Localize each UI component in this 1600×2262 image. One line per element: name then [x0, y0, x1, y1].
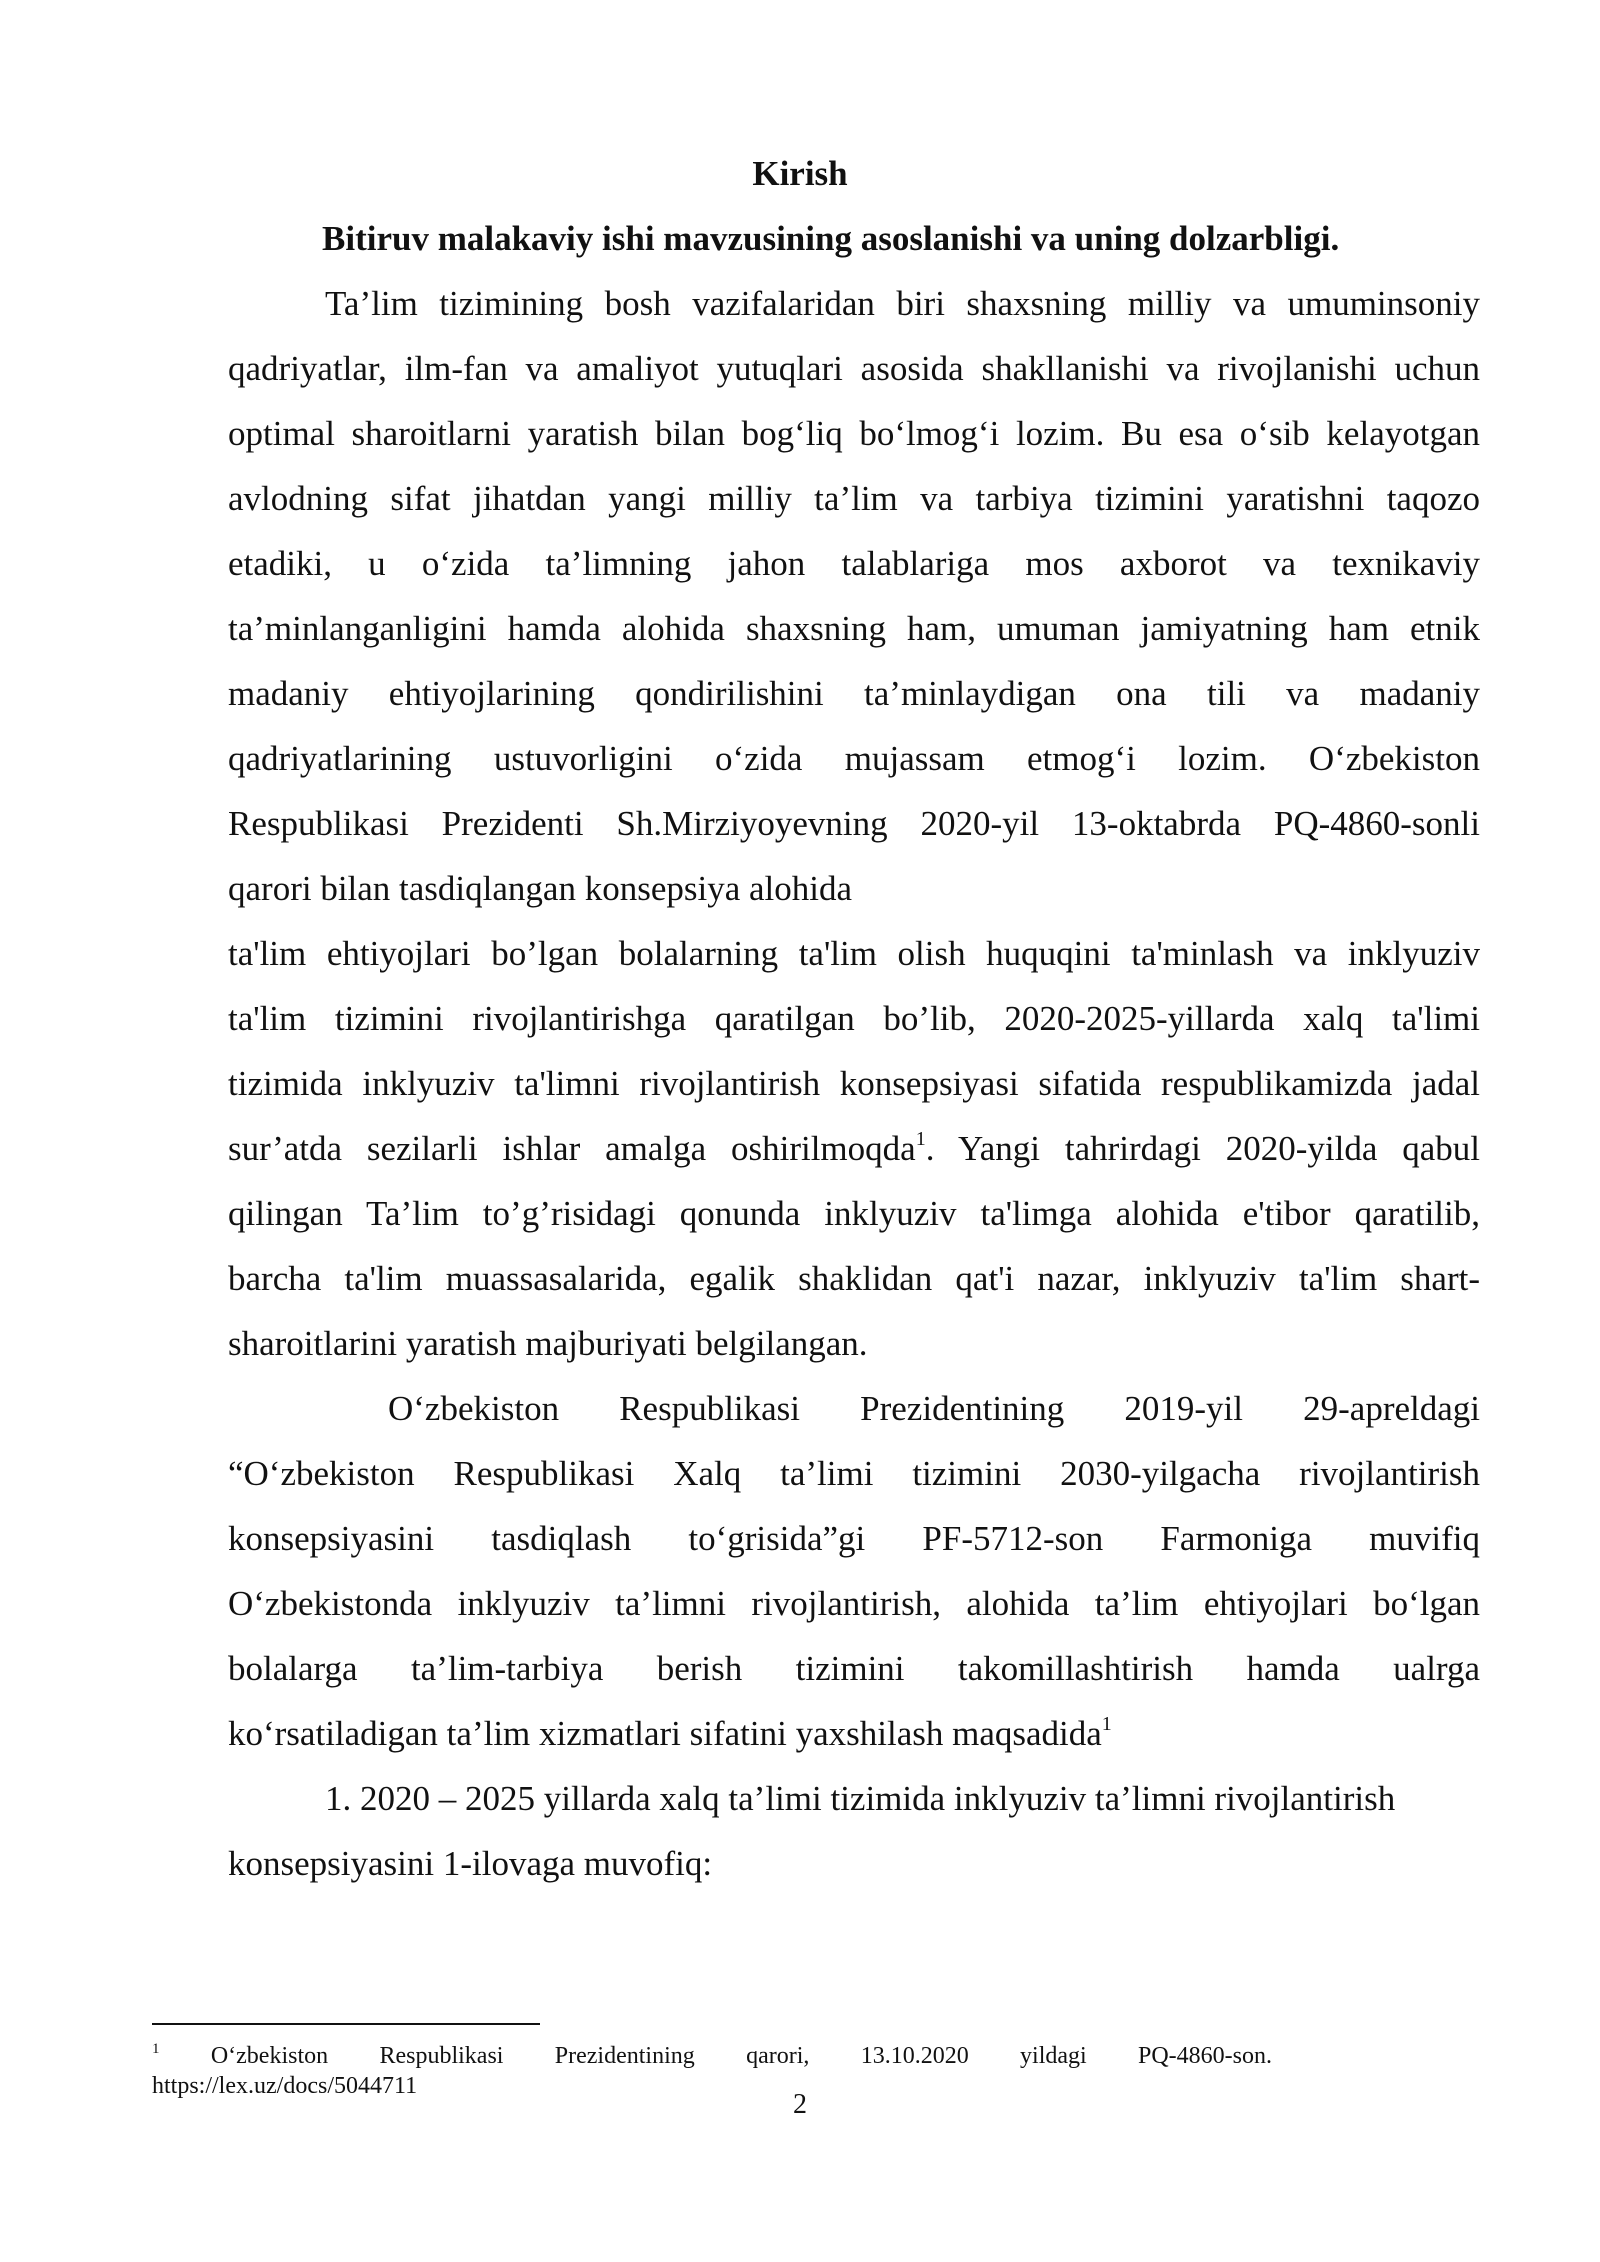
- paragraph-line: qadriyatlarining ustuvorligini o‘zida mujassam etmog‘i lozim. O‘zbekiston: [228, 739, 1480, 778]
- footnote-line: O‘zbekiston Respublikasi Prezidentining qarori, 13.10.2020 yildagi PQ-4860-son.: [210, 2043, 1273, 2069]
- paragraph-line: qilingan Ta’lim to’g’risidagi qonunda inklyuziv ta'limga alohida e'tibor qaratilib,: [228, 1194, 1480, 1233]
- paragraph-line: barcha ta'lim muassasalarida, egalik shaklidan qat'i nazar, inklyuziv ta'lim shart-: [228, 1259, 1480, 1298]
- paragraph-line-text: ko‘rsatiladigan ta’lim xizmatlari sifatini yaxshilash maqsadida: [228, 1714, 1102, 1753]
- paragraph-line: [228, 1712, 1480, 1756]
- footnote-separator: [152, 2023, 540, 2025]
- footnote-url[interactable]: https://lex.uz/docs/5044711: [152, 2073, 418, 2099]
- paragraph-line: qarori bilan tasdiqlangan konsepsiya alohida: [228, 869, 853, 908]
- paragraph-line: optimal sharoitlarni yaratish bilan bog‘liq bo‘lmog‘i lozim. Bu esa o‘sib kelayotgan: [228, 414, 1480, 453]
- paragraph-line: konsepsiyasini 1-ilovaga muvofiq:: [228, 1844, 713, 1883]
- paragraph-line: etadiki, u o‘zida ta’limning jahon talablariga mos axborot va texnikaviy: [228, 544, 1480, 583]
- section-subheading: Bitiruv malakaviy ishi mavzusining asoslanishi va uning dolzarbligi.: [322, 219, 1340, 258]
- paragraph-line: ta'lim ehtiyojlari bo’lgan bolalarning ta'lim olish huquqini ta'minlash va inklyuziv: [228, 934, 1480, 973]
- paragraph-line: ta’minlanganligini hamda alohida shaxsning ham, umuman jamiyatning ham etnik: [228, 609, 1480, 648]
- paragraph-line: konsepsiyasini tasdiqlash to‘grisida”gi PF-5712-son Farmoniga muvifiq: [228, 1519, 1480, 1558]
- section-heading: Kirish: [752, 154, 848, 193]
- paragraph-line: qadriyatlar, ilm-fan va amaliyot yutuqlari asosida shakllanishi va rivojlanishi uchun: [228, 349, 1480, 388]
- paragraph-line: O‘zbekistonda inklyuziv ta’limni rivojlantirish, alohida ta’lim ehtiyojlari bo‘lgan: [228, 1584, 1480, 1623]
- paragraph-line-text: . Yangi tahrirdagi 2020-yilda qabul: [925, 1129, 1480, 1168]
- paragraph-line: O‘zbekiston Respublikasi Prezidentining 2019-yil 29-apreldagi: [388, 1389, 1480, 1428]
- numbered-item: 1. 2020 – 2025 yillarda xalq ta’limi tizimida inklyuziv ta’limni rivojlantirish: [325, 1779, 1396, 1818]
- paragraph-line: bolalarga ta’lim-tarbiya berish tizimini takomillashtirish hamda ualrga: [228, 1649, 1480, 1688]
- page-number: 2: [793, 2089, 807, 2120]
- paragraph-line: [228, 1127, 1480, 1171]
- paragraph-line-text: sur’atda sezilarli ishlar amalga oshirilmoqda: [228, 1129, 916, 1168]
- footnote-marker: 1: [152, 2041, 160, 2057]
- paragraph-line: avlodning sifat jihatdan yangi milliy ta’lim va tarbiya tizimini yaratishni taqozo: [228, 479, 1480, 518]
- paragraph-line: madaniy ehtiyojlarining qondirilishini ta’minlaydigan ona tili va madaniy: [228, 674, 1480, 713]
- paragraph-line: sharoitlarini yaratish majburiyati belgilangan.: [228, 1324, 868, 1363]
- paragraph-line: Ta’lim tizimining bosh vazifalaridan biri shaxsning milliy va umuminsoniy: [325, 284, 1480, 323]
- paragraph-line: Respublikasi Prezidenti Sh.Mirziyoyevning 2020-yil 13-oktabrda PQ-4860-sonli: [228, 804, 1480, 843]
- footnote-reference[interactable]: 1: [1101, 1713, 1112, 1736]
- paragraph-line: “O‘zbekiston Respublikasi Xalq ta’limi tizimini 2030-yilgacha rivojlantirish: [228, 1454, 1480, 1493]
- paragraph-line: tizimida inklyuziv ta'limni rivojlantirish konsepsiyasi sifatida respublikamizda jadal: [228, 1064, 1480, 1103]
- footnote-reference[interactable]: 1: [915, 1128, 926, 1151]
- paragraph-line: ta'lim tizimini rivojlantirishga qaratilgan bo’lib, 2020-2025-yillarda xalq ta'limi: [228, 999, 1480, 1038]
- footnote-text: [152, 2041, 1272, 2071]
